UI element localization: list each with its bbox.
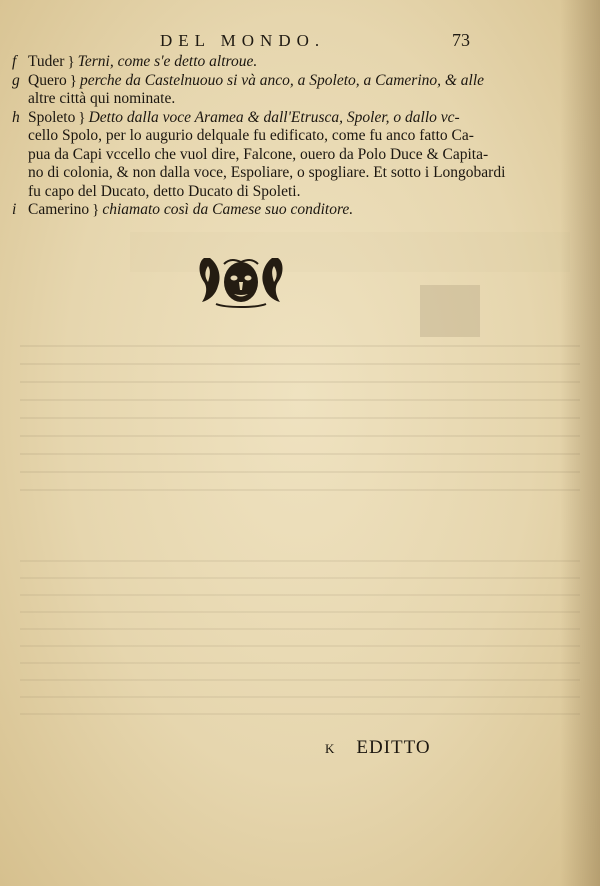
note-term: Tuder [28,53,65,70]
note-line: fu capo del Ducato, detto Ducato di Spoleti. [28,182,301,200]
show-through-lines-lower [20,560,580,720]
note-h [12,109,572,202]
brace-glyph: } [67,54,75,70]
note-f [12,53,572,72]
page-number: 73 [452,30,470,50]
note-text: chiamato così da Camese suo conditore. [102,201,354,218]
note-line: pua da Capi vccello che vuol dire, Falcone, ouero da Polo Duce & Capita- [28,145,489,163]
note-line: no di colonia, & non dalla voce, Espoliare, o spogliare. Et sotto i Longobardi [28,164,506,181]
note-term: Spoleto [28,108,76,126]
note-letter: g [12,71,20,89]
note-line [12,53,572,72]
note-line [12,109,572,128]
tailpiece-mask-ornament-icon [196,252,286,310]
brace-glyph: } [78,109,86,126]
catchword [325,737,431,759]
note-letter: h [12,108,20,126]
show-through-lines [20,345,580,505]
note-term: Camerino [28,201,90,218]
note-text: Detto dalla voce Aramea & dall'Etrusca, Spoler, o dallo vc- [88,108,460,126]
note-i [12,201,572,220]
note-text: Terni, come s'e detto altroue. [77,53,258,70]
note-line: altre città qui nominate. [28,90,176,107]
running-head: DEL MONDO. [160,31,326,50]
page-header [0,31,600,55]
note-g [12,72,572,109]
note-letter: f [12,53,17,70]
signature-mark: K [325,741,335,756]
note-term: Quero [28,71,67,89]
show-through-initial [420,285,480,337]
note-line: cello Spolo, per lo augurio delquale fu edificato, come fu anco fatto Ca- [28,127,474,144]
note-line [12,72,572,91]
brace-glyph: } [92,202,100,218]
note-line [12,201,572,220]
annotation-notes [12,53,572,220]
note-text: perche da Castelnuouo si và anco, a Spoleto, a Camerino, & alle [79,71,485,89]
note-letter: i [12,201,17,218]
brace-glyph: } [69,72,77,89]
catchword-text: EDITTO [356,737,431,758]
